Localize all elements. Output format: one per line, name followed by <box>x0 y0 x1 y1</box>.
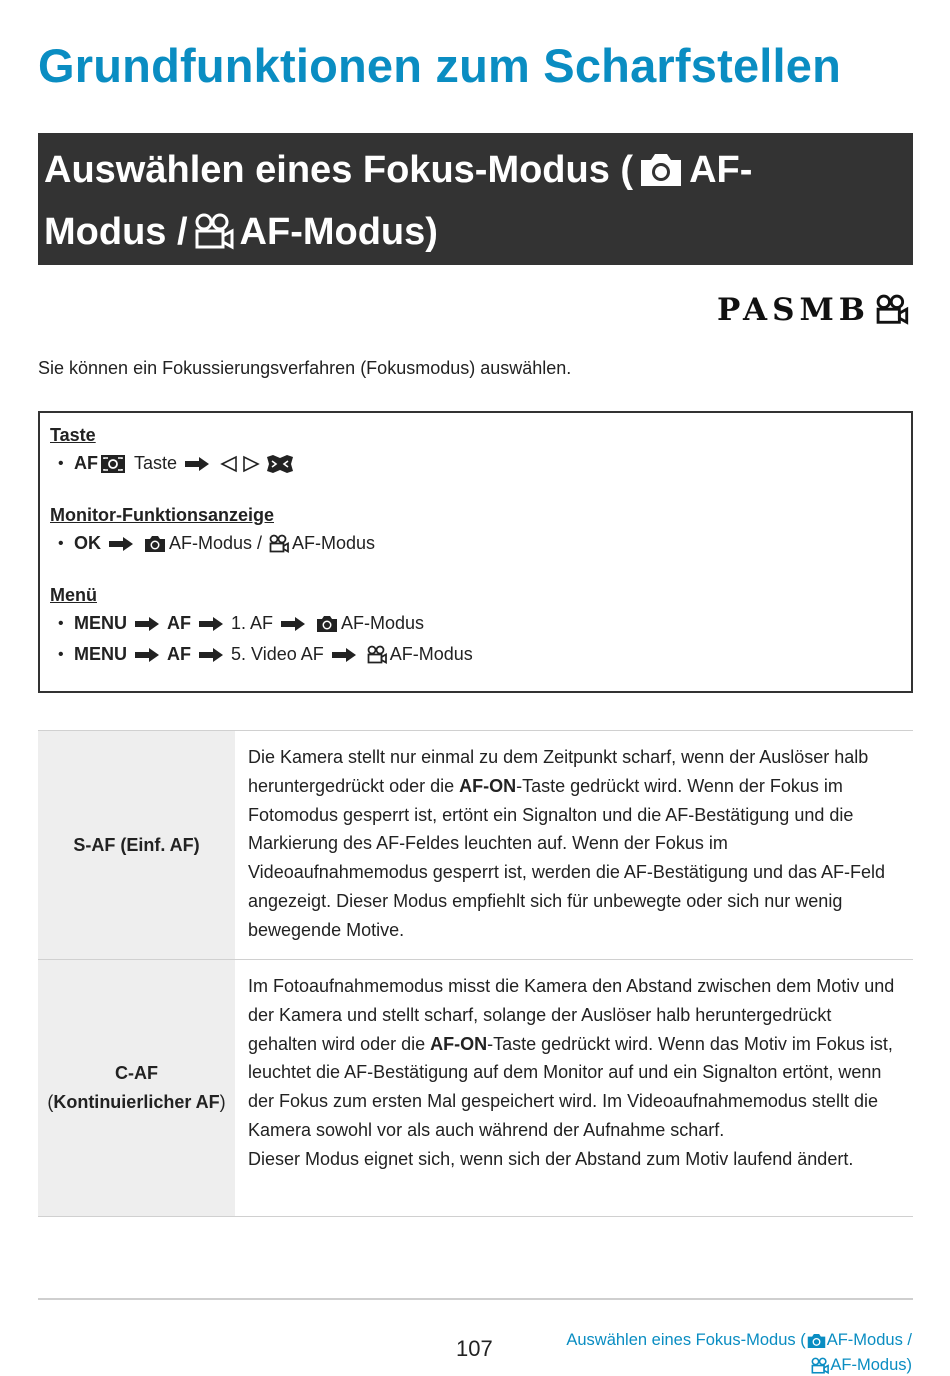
monitor-row <box>50 528 901 559</box>
camera-icon <box>637 150 685 190</box>
section-heading-text-2: AF- <box>689 148 753 191</box>
table-row-description <box>235 960 913 1216</box>
page-number: 107 <box>456 1336 493 1361</box>
af-menu-label: AF <box>167 644 191 664</box>
arrow-right-icon <box>198 616 224 632</box>
taste-row <box>50 448 901 479</box>
section-heading-text-1: Auswählen eines Fokus-Modus ( <box>44 148 634 191</box>
menu-heading: Menü <box>50 585 97 605</box>
af-on-label: AF-ON <box>459 775 517 796</box>
taste-heading: Taste <box>50 425 96 445</box>
table-row <box>38 960 913 1217</box>
af-modes-table <box>38 730 913 1217</box>
footer-link-line-1 <box>566 1328 912 1353</box>
dial-icon <box>265 454 295 474</box>
mode-name: C-AF <box>115 1063 158 1083</box>
menu-row <box>50 608 901 639</box>
arrow-right-icon <box>331 647 357 663</box>
movie-icon <box>366 645 388 665</box>
description-text: Im Fotoaufnahmemodus misst die Kamera den Abstand zwischen dem Motiv und der Kamera und stellt scharf, solange der Auslöser halb heruntergedrückt gehalten wird oder die <box>248 976 895 1054</box>
shooting-modes-label: PASMB <box>716 292 870 328</box>
af-menu-label: AF <box>167 613 191 633</box>
left-right-arrows-icon <box>219 455 261 473</box>
paren-open: ( <box>47 1092 54 1112</box>
menu-label: MENU <box>74 644 127 664</box>
description-text: -Taste gedrückt wird. Wenn das Motiv im Fokus ist, leuchtet die AF-Bestätigung auf dem Monitor auf und ein Signalton ertönt, wenn der Fokus zum ersten Mal gespeichert wird. Im Videoaufnahmemodus stellt die Kamera sowohl vor als auch während der Aufnahme scharf. <box>248 1033 893 1140</box>
movie-icon <box>268 534 290 554</box>
menu-target-label: AF-Modus <box>389 644 473 664</box>
photo-af-mode-label: AF-Modus / <box>169 533 263 553</box>
taste-label: Taste <box>134 453 178 473</box>
mode-name-detail <box>47 1088 225 1117</box>
bullet: • <box>58 645 64 663</box>
section-heading-text-3: Modus / <box>44 210 188 253</box>
camera-icon <box>806 1332 827 1350</box>
camera-icon <box>143 534 167 554</box>
table-row <box>38 731 913 960</box>
table-row-label <box>38 960 235 1216</box>
page-title: Grundfunktionen zum Scharfstellen <box>38 39 842 92</box>
camera-icon <box>315 614 339 634</box>
arrow-right-icon <box>184 456 210 472</box>
footer-link-text: AF-Modus) <box>830 1356 912 1374</box>
access-info-box <box>38 411 913 693</box>
footer-section-link[interactable] <box>566 1328 912 1376</box>
menu-target-label: AF-Modus <box>341 613 425 633</box>
af-button-label: AF <box>74 453 98 473</box>
menu-tab-label: 1. AF <box>231 613 274 633</box>
section-heading-line-2 <box>44 201 907 263</box>
footer-link-text: Auswählen eines Fokus-Modus ( <box>566 1331 806 1349</box>
description-text: Dieser Modus eignet sich, wenn sich der Abstand zum Motiv laufend ändert. <box>248 1148 854 1169</box>
af-target-icon <box>100 454 126 474</box>
arrow-right-icon <box>134 616 160 632</box>
menu-label: MENU <box>74 613 127 633</box>
table-row-description <box>235 731 913 959</box>
video-af-mode-label: AF-Modus <box>292 533 376 553</box>
menu-tab-label: 5. Video AF <box>231 644 324 664</box>
intro-text: Sie können ein Fokussierungsverfahren (Fokusmodus) auswählen. <box>38 358 572 378</box>
arrow-right-icon <box>198 647 224 663</box>
arrow-right-icon <box>134 647 160 663</box>
movie-icon <box>192 212 236 252</box>
bullet: • <box>58 454 64 472</box>
ok-button-label: OK <box>74 533 101 553</box>
footer-divider <box>38 1298 913 1300</box>
shooting-modes <box>717 292 910 328</box>
table-row-label <box>38 731 235 959</box>
movie-icon <box>810 1357 830 1375</box>
af-on-label: AF-ON <box>430 1033 488 1054</box>
mode-name-detail: (Einf. AF) <box>120 834 200 855</box>
bullet: • <box>58 534 64 552</box>
description-text: -Taste gedrückt wird. Wenn der Fokus im Fotomodus gesperrt ist, ertönt ein Signalton und die AF-Bestätigung und die Markierung des AF-Feldes leuchten auf. Wenn der Fokus im Videoaufnahmemodus gesperrt ist, werden die AF-Bestätigung und das AF-Feld angezeigt. Dieser Modus empfiehlt sich für unbewegte oder sich nur wenig bewegende Motive. <box>248 775 886 940</box>
movie-icon <box>874 293 910 327</box>
section-heading-text-4: AF-Modus) <box>239 210 438 253</box>
monitor-heading: Monitor-Funktionsanzeige <box>50 505 274 525</box>
bullet: • <box>58 614 64 632</box>
section-heading-line-1 <box>44 139 907 201</box>
arrow-right-icon <box>108 536 134 552</box>
footer-link-text: AF-Modus / <box>826 1331 912 1349</box>
mode-name-detail-text: Kontinuierlicher AF <box>53 1092 220 1112</box>
description-text: Die Kamera stellt nur einmal zu dem Zeitpunkt scharf, wenn der Auslöser halb heruntergedrückt oder die <box>248 747 869 796</box>
arrow-right-icon <box>280 616 306 632</box>
section-heading <box>38 133 913 265</box>
paren-close: ) <box>219 1092 226 1112</box>
footer-link-line-2 <box>566 1353 912 1376</box>
mode-name: S-AF <box>73 834 116 855</box>
menu-row <box>50 639 901 670</box>
